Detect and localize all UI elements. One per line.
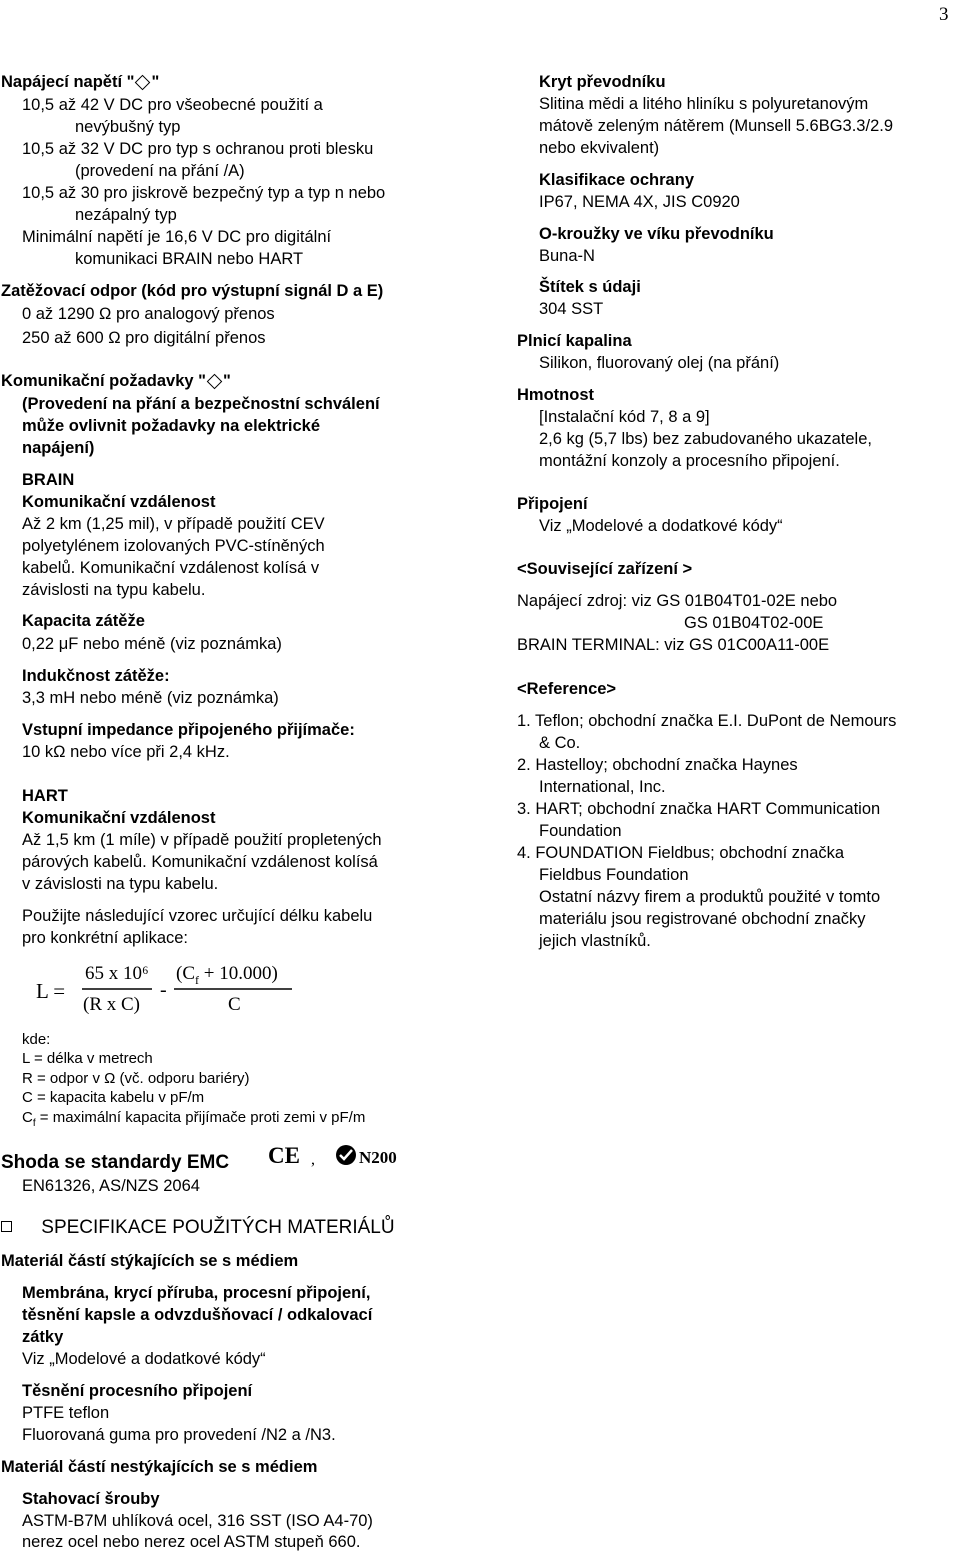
weight-title: Hmotnost (517, 386, 594, 404)
membrane-value: Viz „Modelové a dodatkové kódy“ (22, 1350, 266, 1368)
hart-distance-line: v závislosti na typu kabelu. (22, 875, 219, 893)
input-impedance-value: 10 kΩ nebo více při 2,4 kHz. (22, 743, 230, 761)
oring-value: Buna-N (539, 247, 595, 265)
load-capacity-title: Kapacita zátěže (22, 612, 145, 630)
input-impedance-title: Vstupní impedance připojeného přijímače: (22, 721, 355, 739)
brain-distance-line: kabelů. Komunikační vzdálenost kolísá v (22, 559, 320, 577)
load-capacity-value: 0,22 μF nebo méně (viz poznámka) (22, 635, 282, 653)
fill-fluid-value: Silikon, fluorovaný olej (na přání) (539, 354, 780, 372)
related-line: GS 01B04T02-00E (684, 614, 824, 632)
hart-title: HART (22, 787, 68, 805)
reference-item-cont: Ostatní názvy firem a produktů použité v tomto (539, 888, 881, 906)
housing-line: Slitina mědi a litého hliníku s polyuretanovým (539, 95, 869, 113)
c-tick-code: N200 (359, 1148, 397, 1167)
certification-marks (266, 1141, 416, 1171)
where-line-cf (22, 1108, 365, 1134)
connection-value: Viz „Modelové a dodatkové kódy“ (539, 517, 783, 535)
supply-line: komunikaci BRAIN nebo HART (75, 250, 304, 268)
reference-item: 1. Teflon; obchodní značka E.I. DuPont de Nemours (517, 712, 897, 730)
supply-line: 10,5 až 32 V DC pro typ s ochranou proti blesku (22, 140, 374, 158)
materials-heading (1, 1217, 395, 1239)
housing-line: nebo ekvivalent) (539, 139, 660, 157)
comm-note-line: může ovlivnit požadavky na elektrické (22, 417, 321, 435)
reference-title: <Reference> (517, 680, 617, 698)
load-line: 0 až 1290 Ω pro analogový přenos (22, 305, 275, 323)
connection-title: Připojení (517, 495, 588, 513)
nameplate-title: Štítek s údaji (539, 278, 641, 296)
reference-item: 2. Hastelloy; obchodní značka Haynes (517, 756, 798, 774)
where-line: L = délka v metrech (22, 1050, 153, 1067)
cf-symbol: C (22, 1109, 33, 1126)
seal-title: Těsnění procesního připojení (22, 1382, 253, 1400)
non-wetted-parts-title: Materiál částí nestýkajících se s médiem (1, 1458, 318, 1476)
seal-line: Fluorovaná guma pro provedení /N2 a /N3. (22, 1426, 336, 1444)
ce-mark-icon: CE (268, 1143, 300, 1168)
comm-title-quote: " (222, 372, 231, 390)
load-line: 250 až 600 Ω pro digitální přenos (22, 329, 266, 347)
diamond-icon (135, 74, 151, 90)
supply-line: (provedení na přání /A) (75, 162, 245, 180)
bolts-line: nerez ocel nebo nerez ocel ASTM stupeň 660. (22, 1533, 361, 1551)
comm-requirements-title (1, 370, 231, 392)
hart-distance-line: párových kabelů. Komunikační vzdálenost kolísá (22, 853, 378, 871)
diamond-icon (207, 373, 223, 389)
reference-item-cont: materiálu jsou registrované obchodní značky (539, 910, 866, 928)
cable-length-formula (30, 955, 330, 1020)
brain-distance-line: závislosti na typu kabelu. (22, 581, 206, 599)
bolts-title: Stahovací šrouby (22, 1490, 160, 1508)
supply-line: nevýbušný typ (75, 118, 181, 136)
reference-item-cont: Foundation (539, 822, 622, 840)
formula-num2: $(C_f + 10.000)$ (176, 963, 278, 987)
reference-item-cont: International, Inc. (539, 778, 666, 796)
emc-standard: EN61326, AS/NZS 2064 (22, 1177, 200, 1195)
cf-description: = maximální kapacita přijímače proti zemi v pF/m (35, 1109, 366, 1126)
brain-distance-line: Až 2 km (1,25 mil), v případě použití CEV (22, 515, 325, 533)
bolts-line: ASTM-B7M uhlíková ocel, 316 SST (ISO A4-70) (22, 1512, 373, 1530)
reference-item-cont: jejich vlastníků. (539, 932, 651, 950)
where-line: R = odpor v Ω (vč. odporu bariéry) (22, 1070, 250, 1087)
seal-line: PTFE teflon (22, 1404, 110, 1422)
supply-line: 10,5 až 42 V DC pro všeobecné použití a (22, 96, 323, 114)
page-number: 3 (939, 4, 949, 25)
hart-distance-title: Komunikační vzdálenost (22, 809, 216, 827)
supply-line: 10,5 až 30 pro jiskrově bezpečný typ a typ n nebo (22, 184, 386, 202)
load-inductance-value: 3,3 mH nebo méně (viz poznámka) (22, 689, 279, 707)
checkbox-icon (1, 1221, 12, 1232)
formula-num1: 65 x 10⁶ (85, 963, 149, 984)
related-line: BRAIN TERMINAL: viz GS 01C00A11-00E (517, 636, 830, 654)
formula-den1: (R x C) (83, 994, 140, 1015)
weight-line: 2,6 kg (5,7 lbs) bez zabudovaného ukazatele, (539, 430, 872, 448)
hart-distance-line: Až 1,5 km (1 míle) v případě použití propletených (22, 831, 382, 849)
supply-line: Minimální napětí je 16,6 V DC pro digitální (22, 228, 332, 246)
reference-item: 3. HART; obchodní značka HART Communication (517, 800, 881, 818)
related-equipment-title: <Související zařízení > (517, 560, 693, 578)
supply-title-quote: " (151, 73, 160, 91)
formula-intro-line: pro konkrétní aplikace: (22, 929, 189, 947)
membrane-line: Membrána, krycí příruba, procesní připojení, (22, 1284, 371, 1302)
formula-lhs: L = (36, 979, 66, 1003)
materials-title: SPECIFIKACE POUŽITÝCH MATERIÁLŮ (41, 1217, 395, 1238)
supply-voltage-title (1, 71, 159, 93)
comm-note-line: (Provedení na přání a bezpečnostní schválení (22, 395, 380, 413)
brain-distance-line: polyetylénem izolovaných PVC-stíněných (22, 537, 325, 555)
comm-title-text: Komunikační požadavky " (1, 372, 206, 390)
comm-note-line: napájení) (22, 439, 95, 457)
reference-item-cont: & Co. (539, 734, 581, 752)
formula-intro-line: Použijte následující vzorec určující délku kabelu (22, 907, 373, 925)
weight-line: [Instalační kód 7, 8 a 9] (539, 408, 710, 426)
where-line: C = kapacita kabelu v pF/m (22, 1089, 205, 1106)
protection-value: IP67, NEMA 4X, JIS C0920 (539, 193, 740, 211)
reference-item-cont: Fieldbus Foundation (539, 866, 689, 884)
supply-title-text: Napájecí napětí " (1, 73, 135, 91)
formula-den2: C (228, 994, 241, 1015)
brain-distance-title: Komunikační vzdálenost (22, 493, 216, 511)
protection-title: Klasifikace ochrany (539, 171, 694, 189)
brain-title: BRAIN (22, 471, 75, 489)
mark-separator: , (311, 1151, 315, 1168)
fill-fluid-title: Plnicí kapalina (517, 332, 632, 350)
related-line: Napájecí zdroj: viz GS 01B04T01-02E nebo (517, 592, 838, 610)
membrane-line: zátky (22, 1328, 64, 1346)
nameplate-value: 304 SST (539, 300, 604, 318)
cf-subscript: f (32, 1118, 36, 1129)
load-resistance-title: Zatěžovací odpor (kód pro výstupní signál D a E) (1, 282, 384, 300)
housing-title: Kryt převodníku (539, 73, 666, 91)
where-title: kde: (22, 1031, 51, 1048)
supply-line: nezápalný typ (75, 206, 177, 224)
housing-line: mátově zeleným nátěrem (Munsell 5.6BG3.3/2.9 (539, 117, 894, 135)
emc-title: Shoda se standardy EMC (1, 1152, 230, 1173)
oring-title: O-kroužky ve víku převodníku (539, 225, 774, 243)
wetted-parts-title: Materiál částí stýkajících se s médiem (1, 1252, 299, 1270)
load-inductance-title: Indukčnost zátěže: (22, 667, 170, 685)
formula-minus: - (160, 979, 167, 1001)
weight-line: montážní konzoly a procesního připojení. (539, 452, 840, 470)
reference-item: 4. FOUNDATION Fieldbus; obchodní značka (517, 844, 845, 862)
membrane-line: těsnění kapsle a odvzdušňovací / odkalovací (22, 1306, 373, 1324)
